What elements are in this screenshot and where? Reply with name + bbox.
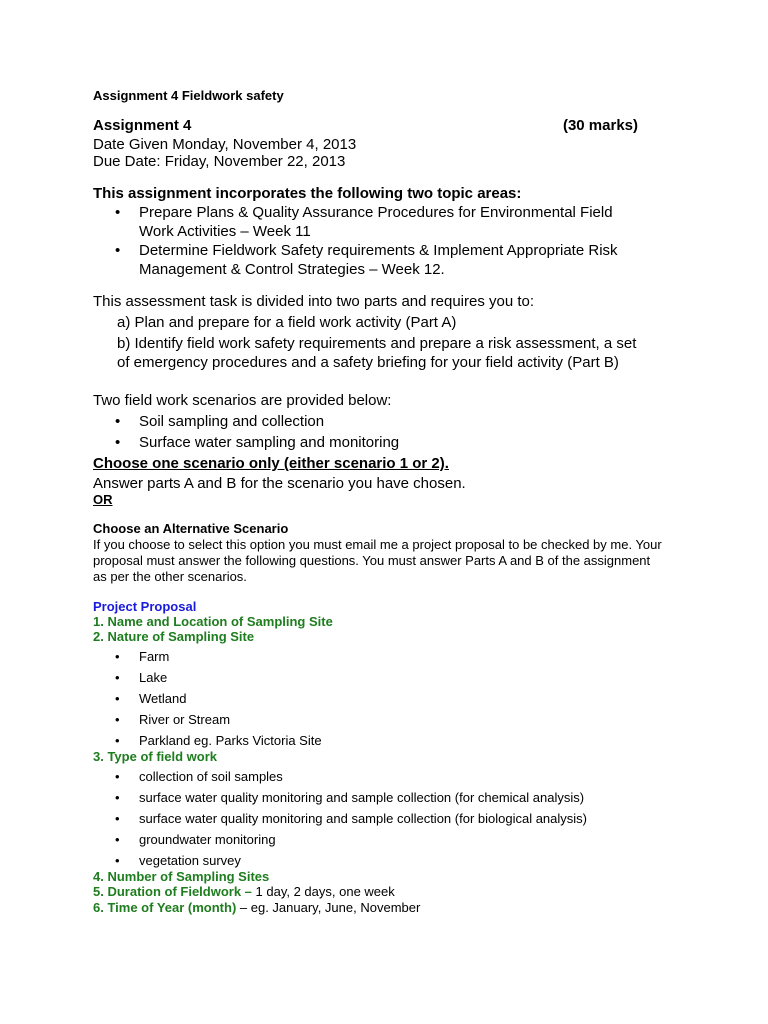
- scenarios-intro: Two field work scenarios are provided below:: [93, 392, 392, 409]
- list-item: • Soil sampling and collection: [115, 413, 325, 430]
- bullet-icon: •: [115, 204, 121, 221]
- assignment-label: Assignment 4: [93, 117, 192, 134]
- assignment-header: [93, 117, 638, 134]
- list-item: • surface water quality monitoring and sample collection (for chemical analysis): [93, 787, 587, 808]
- date-given: Date Given Monday, November 4, 2013: [93, 136, 357, 153]
- part-a: a) Plan and prepare for a field work activity (Part A): [117, 314, 457, 331]
- question-2: 2. Nature of Sampling Site: [93, 629, 255, 644]
- topics-list: [93, 203, 639, 279]
- list-item: • surface water quality monitoring and sample collection (for biological analysis): [93, 808, 587, 829]
- list-item: • Determine Fieldwork Safety requirements & Implement Appropriate Risk Management & Control Strategies – Week 12.: [115, 242, 618, 278]
- list-item: • Parkland eg. Parks Victoria Site: [93, 730, 322, 751]
- alternative-text: If you choose to select this option you must email me a project proposal to be checked by me. Your proposal must answer the following questions. You must answer Parts A and B of the assignment as per the other scenarios.: [93, 537, 662, 584]
- proposal-heading: Project Proposal: [93, 599, 197, 614]
- bullet-icon: •: [115, 853, 120, 868]
- list-item: • Lake: [93, 667, 322, 688]
- choose-one-instruction: Choose one scenario only (either scenario 1 or 2).: [93, 455, 449, 472]
- question-5: 5. Duration of Fieldwork – 1 day, 2 days, one week: [93, 884, 395, 899]
- part-b: b) Identify field work safety requirements and prepare a risk assessment, a set of emergency procedures and a safety briefing for your field activity (Part B): [117, 335, 637, 371]
- task-intro: This assessment task is divided into two parts and requires you to:: [93, 293, 535, 310]
- due-date: Due Date: Friday, November 22, 2013: [93, 153, 346, 170]
- question-6: 6. Time of Year (month) – eg. January, June, November: [93, 900, 421, 915]
- list-item: • collection of soil samples: [93, 766, 587, 787]
- bullet-icon: •: [115, 733, 120, 748]
- list-item: • Farm: [93, 646, 322, 667]
- bullet-icon: •: [115, 670, 120, 685]
- list-item: • groundwater monitoring: [93, 829, 587, 850]
- question-3: 3. Type of field work: [93, 749, 218, 764]
- alternative-heading: Choose an Alternative Scenario: [93, 521, 289, 536]
- bullet-icon: •: [115, 242, 121, 259]
- or-separator: OR: [93, 492, 113, 507]
- question-1: 1. Name and Location of Sampling Site: [93, 614, 333, 629]
- document-title: Assignment 4 Fieldwork safety: [93, 88, 284, 103]
- work-types-list: [93, 766, 587, 871]
- bullet-icon: •: [115, 434, 121, 451]
- assignment-marks: (30 marks): [562, 117, 638, 134]
- list-item: • Prepare Plans & Quality Assurance Procedures for Environmental Field Work Activities – Week 11: [115, 204, 613, 240]
- bullet-icon: •: [115, 769, 120, 784]
- list-item: • vegetation survey: [93, 850, 587, 871]
- answer-parts-instruction: Answer parts A and B for the scenario you have chosen.: [93, 475, 466, 492]
- bullet-icon: •: [115, 811, 120, 826]
- bullet-icon: •: [115, 790, 120, 805]
- list-item: • Surface water sampling and monitoring: [115, 434, 400, 451]
- scenarios-list: [93, 412, 399, 452]
- bullet-icon: •: [115, 649, 120, 664]
- site-types-list: [93, 646, 322, 751]
- topics-heading: This assignment incorporates the following two topic areas:: [93, 185, 522, 202]
- list-item: • River or Stream: [93, 709, 322, 730]
- list-item: • Wetland: [93, 688, 322, 709]
- bullet-icon: •: [115, 712, 120, 727]
- bullet-icon: •: [115, 413, 121, 430]
- bullet-icon: •: [115, 832, 120, 847]
- bullet-icon: •: [115, 691, 120, 706]
- question-4: 4. Number of Sampling Sites: [93, 869, 270, 884]
